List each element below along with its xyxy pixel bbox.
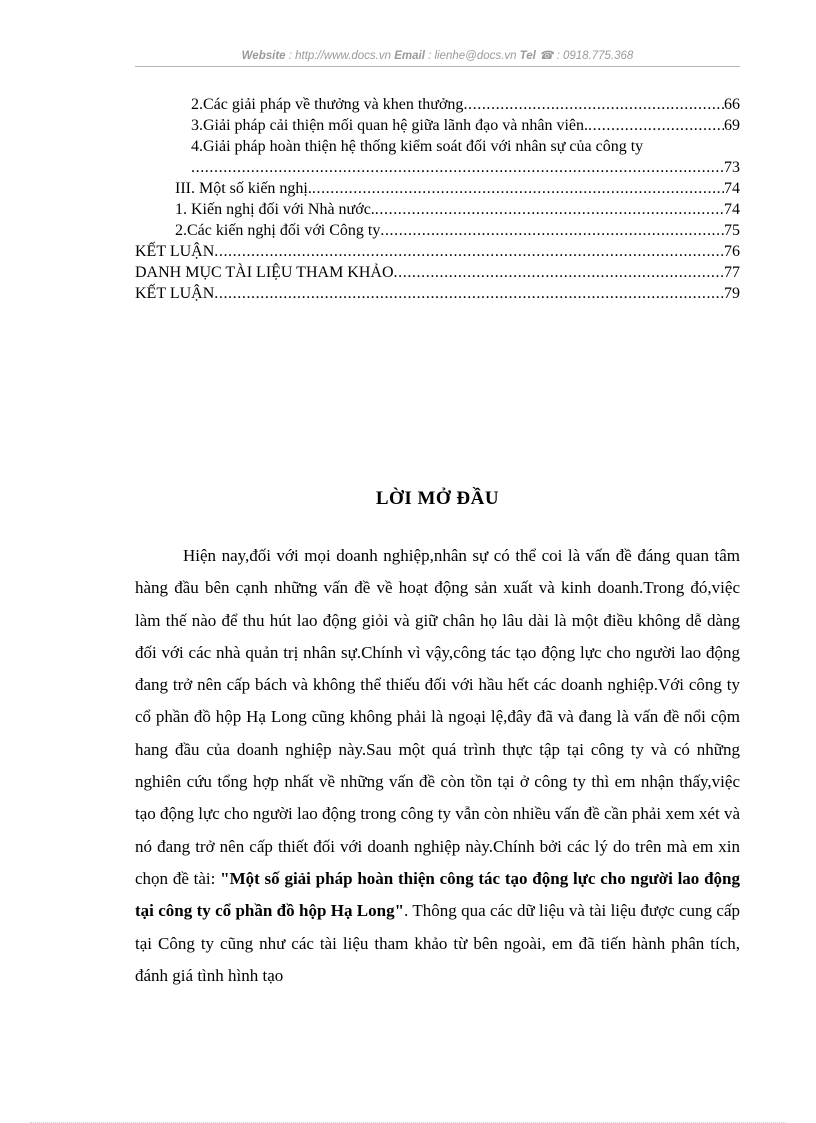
toc-entry-text: 1. Kiến nghị đối với Nhà nước. [175,201,375,218]
toc-entry [191,136,740,157]
toc-entry [135,262,740,283]
toc-entry [175,178,740,199]
thesis-topic: "Một số giải pháp hoàn thiện công tác tạo động lực cho người lao động tại công ty cổ phần đồ hộp Hạ Long" [135,868,740,921]
toc-leader [394,262,724,283]
toc-entry-text: III. Một số kiến nghị. [175,180,312,197]
toc-leader [312,178,724,199]
toc-entry-text: KẾT LUẬN [135,243,215,260]
intro-text: Hiện nay,đối với mọi doanh nghiệp,nhân sự có thể coi là vấn đề đáng quan tâm hàng đầu bên cạnh những vấn đề về hoạt động sản xuất và kinh doanh.Trong đó,việc làm thế nào để thu hút lao động giỏi và giữ chân họ lâu dài là một điều không dễ dàng đối với các nhà quản trị nhân sự.Chính vì vậy,công tác tạo động lực cho người lao động đang trở nên cấp bách và không thể thiếu đối với hầu hết các doanh nghiệp.Với công ty cổ phần đồ hộp Hạ Long cũng không phải là ngoại lệ,đây đã và đang là vấn đề nổi cộm hang đầu của doanh nghiệp này.Sau một quá trình thực tập tại công ty và có những nghiên cứu tổng hợp nhất về những vấn đề còn tồn tại ở công ty thì em nhận thấy,việc tạo động lực cho người lao động trong công ty vẫn còn nhiều vấn đề cần phải xem xét và nó đang trở nên cấp thiết đối với doanh nghiệp này.Chính bởi các lý do trên mà em xin chọn đề tài: [135,546,740,888]
toc-entry-page: 77 [724,264,740,281]
toc-leader [588,115,724,136]
toc-leader [191,157,724,178]
toc-leader [214,241,724,262]
toc-entry-text: 2.Các giải pháp về thưởng và khen thưởng [191,96,464,113]
header-divider [135,66,740,67]
toc-entry-page: 74 [724,180,740,197]
toc-entry-text: 3.Giải pháp cải thiện mối quan hệ giữa lãnh đạo và nhân viên. [191,117,588,134]
toc-entry-page: 79 [724,285,740,302]
email-label: Email [394,50,425,62]
toc-entry [191,157,740,178]
toc-leader [380,220,724,241]
intro-text-continued: . Thông qua các dữ liệu và tài liệu được cung cấp tại Công ty cũng như các tài liệu tham khảo từ bên ngoài, em đã tiến hành phân tích, đánh giá tình hình tạo [135,901,740,985]
toc-entry [135,283,740,304]
toc-entry-text: 2.Các kiến nghị đối với Công ty [175,222,381,239]
toc-entry-page: 76 [724,243,740,260]
toc-leader [214,283,724,304]
toc-entry-page: 66 [724,96,740,113]
toc-leader [375,199,724,220]
toc-entry [175,220,740,241]
toc-entry [191,94,740,115]
toc-entry [135,241,740,262]
toc-entry-text: KẾT LUẬN [135,285,215,302]
toc-entry-page: 73 [724,159,740,176]
toc-entry-page: 75 [724,222,740,239]
phone-number: ☎ : 0918.775.368 [535,50,634,62]
toc-entry [191,115,740,136]
page-header [135,48,740,62]
toc-leader [463,94,724,115]
email-address[interactable]: : lienhe@docs.vn [424,50,520,62]
website-url[interactable]: : http://www.docs.vn [285,50,395,62]
section-title: LỜI MỞ ĐẦU [375,488,500,509]
toc-entry-text: 4.Giải pháp hoàn thiện hệ thống kiểm soát đối với nhân sự của công ty [191,138,644,155]
intro-paragraph [135,540,740,992]
toc-entry [175,199,740,220]
website-label: Website [241,50,286,62]
tel-label: Tel [519,50,536,62]
toc-entry-page: 74 [724,201,740,218]
toc-entry-page: 69 [724,117,740,134]
toc-entry-text: DANH MỤC TÀI LIỆU THAM KHẢO [135,264,394,281]
